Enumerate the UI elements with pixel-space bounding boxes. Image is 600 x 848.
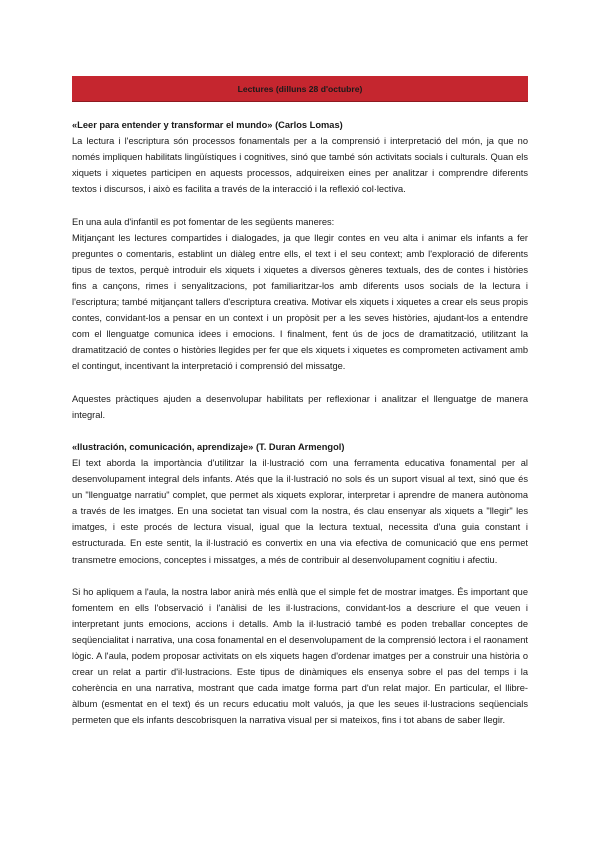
reference-title: «Ilustración, comunicación, aprendizaje» — [72, 441, 254, 452]
paragraph: El text aborda la importància d'utilitzar la il·lustració com una ferramenta educativa fonamental per al desenvolupament integral dels infants. Atés que la il·lustració no sols és un suport visual al text, sinó que és un "llenguatge narratiu" complet, que permet als xiquets explorar, interpretar i aprendre de manera autònoma a través de les imatges. En una societat tan visual com la nostra, és clau ensenyar als xiquets a "llegir" les imatges, i este procés de lectura visual, igual que la lectura textual, necessita d'una guia constant i estructurada. En este sentit, la il·lustració es convertix en una via efectiva de comunicació que ens permet transmetre emocions, conceptes i missatges, a més de contribuir al desenvolupament cognitiu i afectiu. — [72, 457, 528, 565]
reference-heading-2 — [72, 439, 528, 455]
section-header-bar — [72, 76, 528, 102]
paragraph: Aquestes pràctiques ajuden a desenvolupar habilitats per reflexionar i analitzar el llenguatge de manera integral. — [72, 393, 528, 420]
reference-heading-1 — [72, 117, 528, 133]
document-body — [72, 117, 528, 729]
paragraph: La lectura i l'escriptura són processos fonamentals per a la comprensió i interpretació del món, ja que no només impliquen habilitats lingüístiques i cognitives, sinó que també són activitats socials i culturals. Quan els xiquets i xiquetes participen en aquests processos, adquireixen eines per analitzar i comprendre diferents textos i discursos, i això es facilita a través de la interacció i la reflexió col·lectiva. — [72, 136, 528, 195]
paragraph-intro: En una aula d'infantil es pot fomentar de les següents maneres: — [72, 216, 335, 227]
reference-author: (Carlos Lomas) — [275, 120, 343, 130]
paragraph: Mitjançant les lectures compartides i dialogades, ja que llegir contes en veu alta i animar els infants a fer preguntes o comentaris, establint un diàleg entre ells, el text i el seu context; amb l'exploració de diferents tipus de textos, perquè introduir els xiquets i xiquetes a diversos gèneres textuals, des de contes i històries fins a cançons, rimes i senyalitzacions, pot familiaritzar-los amb diferents usos socials de la lectura i l'escriptura; també mitjançant tallers d'escriptura creativa. Motivar els xiquets i xiquetes a crear els seus propis contes, convidant-los a pensar en un context i un propòsit per a les seves històries, ajudant-los a entendre com el llenguatge comunica idees i emocions. I finalment, fent ús de jocs de dramatització, utilitzant la dramatització de contes o històries llegides per fer que els xiquets i xiquetes es comprometen activament amb el contingut, incentivant la interpretació i comprensió del missatge. — [72, 232, 528, 372]
reference-author: (T. Duran Armengol) — [255, 441, 345, 452]
paragraph: Si ho apliquem a l'aula, la nostra labor anirà més enllà que el simple fet de mostrar imatges. És important que fomentem en ells l'observació i l'anàlisi de les il·lustracions, convidant-los a descriure el que veuen i interpretant junts emocions, accions i detalls. Amb la il·lustració també es poden treballar conceptes de seqüencialitat i narrativa, una cosa fonamental en el desenvolupament de la comprensió lectora i el raonament lògic. A l'aula, podem proposar activitats on els xiquets hagen d'ordenar imatges per a construir una història o crear un relat a partir d'il·lustracions. Este tipus de dinàmiques els ensenya sobre el pas del temps i la coherència en una narrativa, mostrant que cada imatge forma part d'un relat major. En particular, el llibre-àlbum (esmentat en el text) és un recurs educatiu molt valuós, ja que les seues il·lustracions seqüencials permeten que els infants descobrisquen la narrativa visual per si mateixos, fins i tot abans de saber llegir. — [72, 586, 528, 726]
header-title: Lectures (dilluns 28 d'octubre) — [237, 83, 363, 94]
reference-title: «Leer para entender y transformar el mundo» — [72, 120, 273, 130]
